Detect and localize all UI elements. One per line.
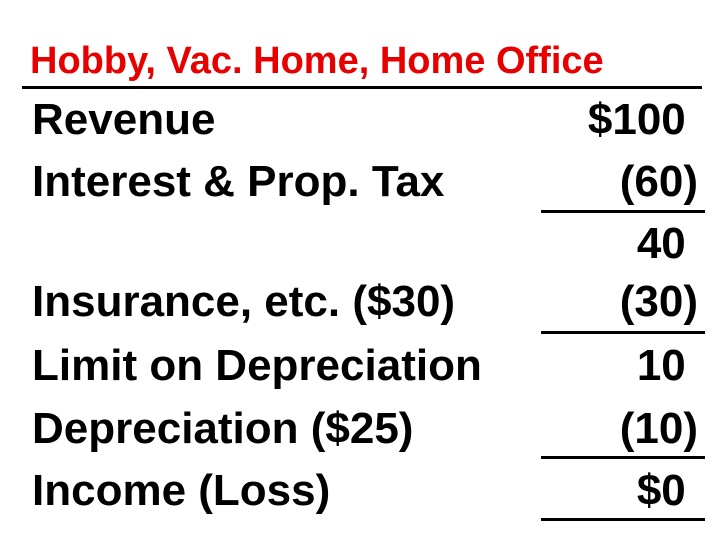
table-row-insurance — [0, 272, 720, 332]
subtotal-rule — [541, 210, 705, 213]
page-title: Hobby, Vac. Home, Home Office — [30, 40, 604, 82]
title-underline — [22, 86, 702, 89]
row-amount: $0 — [636, 466, 698, 515]
subtotal-rule — [541, 456, 705, 459]
table-row-limit-on-depreciation — [0, 336, 720, 396]
row-amount: 10 — [636, 341, 698, 390]
row-amount: (10) — [619, 404, 698, 453]
row-amount: (60) — [619, 157, 698, 206]
row-amount: 40 — [636, 219, 698, 268]
subtotal-rule — [541, 331, 705, 334]
row-amount: $100 — [587, 95, 698, 144]
row-label: Limit on Depreciation — [32, 341, 482, 390]
row-label: Income (Loss) — [32, 466, 331, 515]
row-label: Revenue — [32, 95, 216, 144]
table-row-depreciation — [0, 399, 720, 459]
table-row-subtotal — [0, 214, 720, 274]
row-label: Depreciation ($25) — [32, 404, 414, 453]
row-label: Interest & Prop. Tax — [32, 157, 445, 206]
table-row-interest-prop-tax — [0, 152, 720, 212]
table-row-revenue — [0, 90, 720, 150]
row-amount: (30) — [619, 277, 698, 326]
total-rule — [541, 518, 705, 521]
row-label: Insurance, etc. ($30) — [32, 277, 456, 326]
table-row-income-loss — [0, 461, 720, 521]
